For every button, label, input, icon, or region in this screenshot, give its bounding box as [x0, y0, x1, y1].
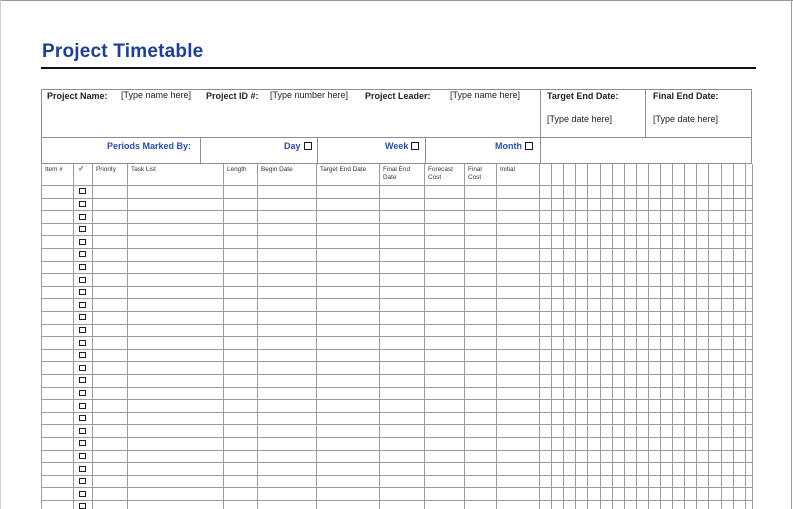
window-left-border [0, 0, 1, 509]
row-check-box[interactable] [79, 453, 86, 459]
period-month-option[interactable] [495, 141, 533, 151]
column-header: Initial [500, 166, 515, 173]
row-check-box[interactable] [79, 264, 86, 270]
row-check-box[interactable] [79, 390, 86, 396]
row-check-box[interactable] [79, 415, 86, 421]
project-id-label: Project ID #: [206, 91, 259, 101]
row-line [41, 450, 752, 451]
row-check-box[interactable] [79, 365, 86, 371]
row-check-box[interactable] [79, 377, 86, 383]
periods-divider [540, 138, 541, 163]
row-check-box[interactable] [79, 302, 86, 308]
target-end-date-label: Target End Date: [547, 91, 619, 101]
row-check-box[interactable] [79, 503, 86, 509]
column-header: Forecast Cost [428, 166, 453, 181]
row-line [41, 311, 752, 312]
column-header: ✓ [78, 164, 85, 173]
row-line [41, 298, 752, 299]
header-bottom-line [41, 185, 752, 186]
periods-label: Periods Marked By: [107, 141, 192, 151]
row-line [41, 273, 752, 274]
window-top-border [0, 0, 793, 1]
row-line [41, 437, 752, 438]
row-line [41, 500, 752, 501]
periods-divider [200, 138, 201, 163]
title-underline [41, 67, 756, 69]
row-check-box[interactable] [79, 239, 86, 245]
row-line [41, 349, 752, 350]
column-header: Task List [131, 166, 156, 173]
timetable-grid [41, 164, 753, 509]
periods-divider [425, 138, 426, 163]
column-header: Final Cost [468, 166, 482, 181]
row-line [41, 361, 752, 362]
column-header: Final End Date [383, 166, 410, 181]
periods-divider [317, 138, 318, 163]
column-header: Target End Date [320, 166, 367, 173]
row-line [41, 248, 752, 249]
row-check-box[interactable] [79, 201, 86, 207]
project-name-label: Project Name: [47, 91, 108, 101]
row-check-box[interactable] [79, 327, 86, 333]
row-check-box[interactable] [79, 491, 86, 497]
info-divider [645, 90, 646, 137]
project-id-field[interactable]: [Type number here] [270, 90, 349, 100]
row-check-box[interactable] [79, 289, 86, 295]
row-line [41, 261, 752, 262]
month-checkbox[interactable] [525, 142, 533, 150]
row-line [41, 475, 752, 476]
period-day-option[interactable] [284, 141, 312, 151]
row-check-box[interactable] [79, 251, 86, 257]
column-header: Begin Date [261, 166, 293, 173]
row-line [41, 336, 752, 337]
row-line [41, 399, 752, 400]
row-check-box[interactable] [79, 188, 86, 194]
row-check-box[interactable] [79, 478, 86, 484]
row-line [41, 198, 752, 199]
row-line [41, 286, 752, 287]
periods-marked-by-row [41, 138, 752, 164]
row-check-box[interactable] [79, 214, 86, 220]
page-title: Project Timetable [42, 41, 204, 62]
final-end-date-label: Final End Date: [653, 91, 719, 101]
row-line [41, 424, 752, 425]
project-leader-field[interactable]: [Type name here] [450, 90, 521, 100]
row-line [41, 210, 752, 211]
info-divider [540, 90, 541, 137]
week-checkbox[interactable] [411, 142, 419, 150]
window-right-border [791, 0, 792, 509]
period-day-label: Day [284, 141, 301, 151]
period-week-label: Week [385, 141, 409, 151]
row-line [41, 223, 752, 224]
period-week-option[interactable] [385, 141, 419, 151]
column-line [752, 164, 753, 509]
row-line [41, 387, 752, 388]
row-check-box[interactable] [79, 277, 86, 283]
project-info-section [41, 89, 752, 138]
project-name-field[interactable]: [Type name here] [121, 90, 192, 100]
column-header: Length [227, 166, 247, 173]
row-check-box[interactable] [79, 428, 86, 434]
row-line [41, 462, 752, 463]
row-check-box[interactable] [79, 403, 86, 409]
row-line [41, 374, 752, 375]
row-check-box[interactable] [79, 352, 86, 358]
project-leader-label: Project Leader: [365, 91, 431, 101]
day-checkbox[interactable] [304, 142, 312, 150]
row-check-box[interactable] [79, 226, 86, 232]
row-line [41, 324, 752, 325]
row-check-box[interactable] [79, 314, 86, 320]
row-line [41, 235, 752, 236]
row-line [41, 487, 752, 488]
period-month-label: Month [495, 141, 522, 151]
target-end-date-field[interactable]: [Type date here] [547, 114, 613, 124]
row-check-box[interactable] [79, 340, 86, 346]
row-check-box[interactable] [79, 466, 86, 472]
row-check-box[interactable] [79, 440, 86, 446]
column-header: Priority [96, 166, 116, 173]
column-header: Item # [45, 166, 63, 173]
final-end-date-field[interactable]: [Type date here] [653, 114, 719, 124]
row-line [41, 412, 752, 413]
